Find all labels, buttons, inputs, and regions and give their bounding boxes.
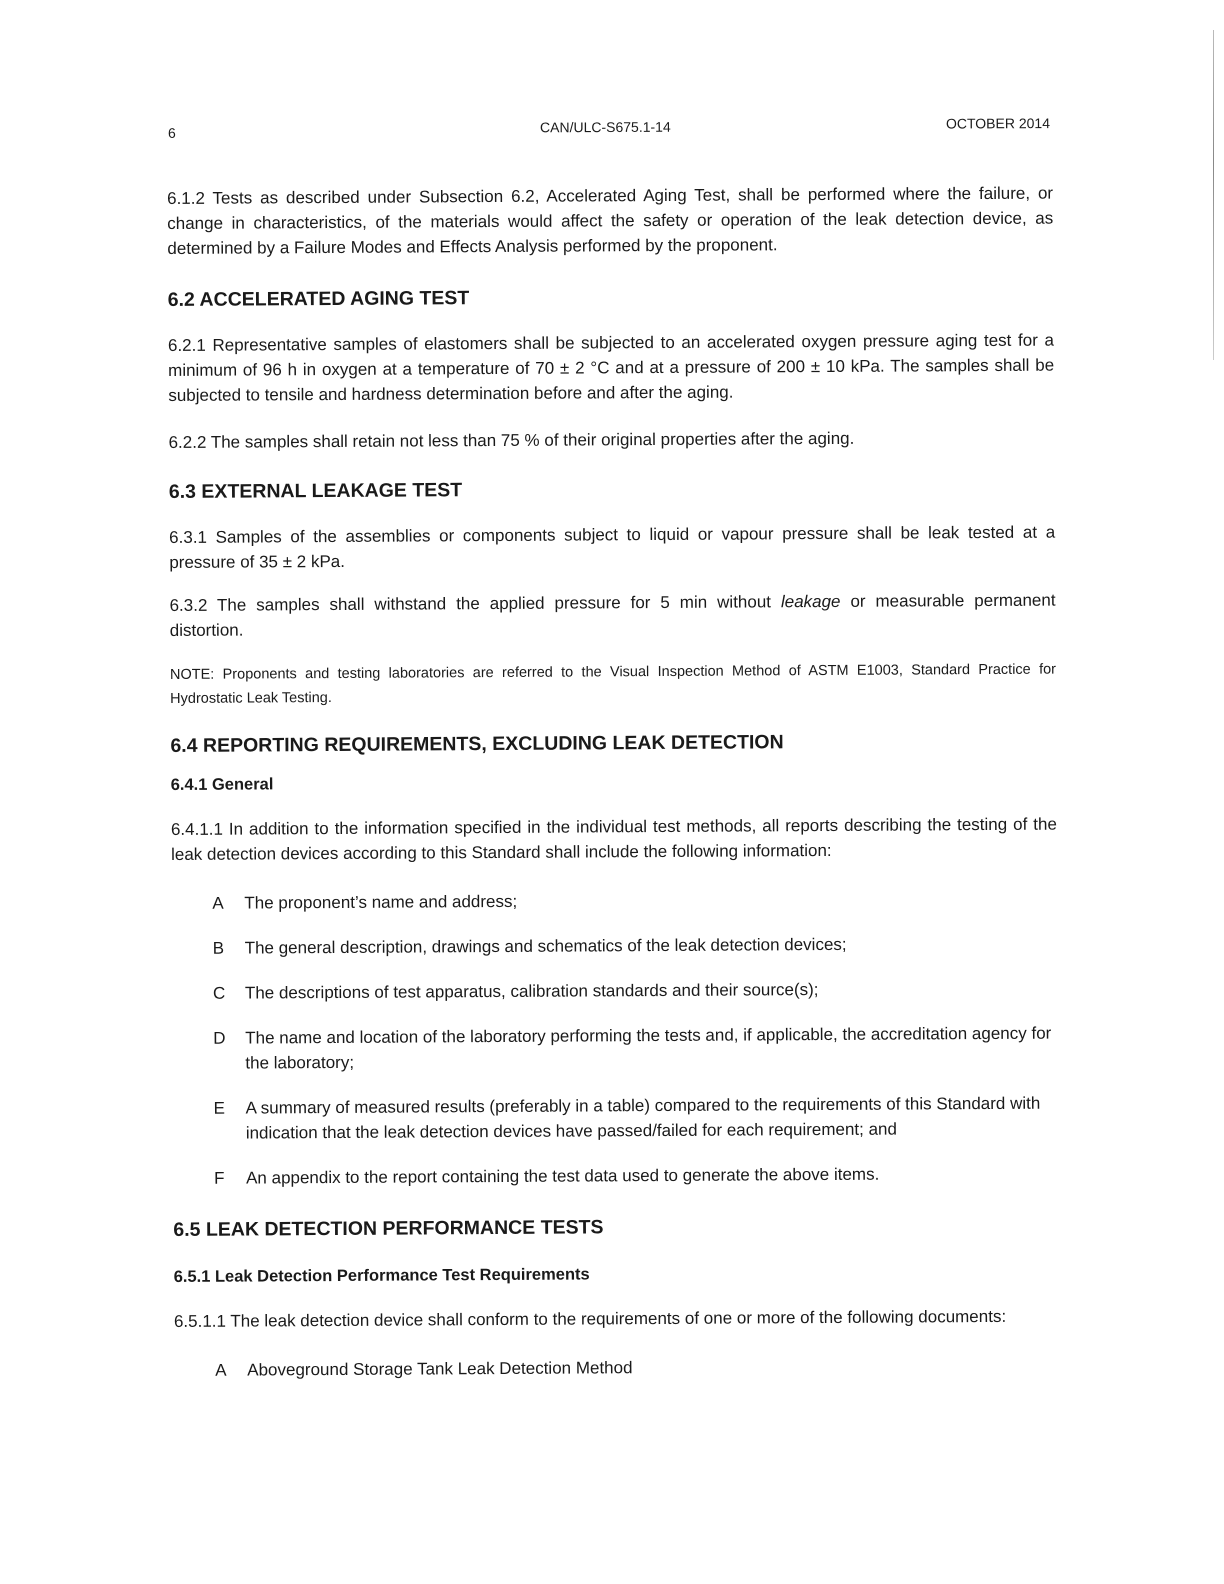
page-body (167, 181, 1060, 1383)
list-item (171, 886, 1057, 916)
list-item-text: A summary of measured results (preferably in a table) compared to the requirements of this Standard with indication that the leak detection devices have passed/failed for each requirement; and (245, 1093, 1041, 1143)
paragraph-6-1-2: 6.1.2 Tests as described under Subsection 6.2, Accelerated Aging Test, shall be performed where the failure, or change in characteristics, of the materials would affect the safety or operation of the leak detection device, as determined by a Failure Modes and Effects Analysis performed by the proponent. (167, 183, 1054, 258)
list-item-letter: B (212, 938, 225, 958)
report-requirements-list (171, 886, 1059, 1191)
scan-edge-artifact (1213, 30, 1214, 360)
list-item-text: An appendix to the report containing the test data used to generate the above items. (246, 1164, 880, 1188)
heading-6-4: 6.4 REPORTING REQUIREMENTS, EXCLUDING LEAK DETECTION (170, 731, 784, 757)
paragraph-6-4-1-1: 6.4.1.1 In addition to the information specified in the individual test methods, all reports describing the testing of the leak detection devices according to this Standard shall include the following information: (170, 814, 1057, 864)
document-code: CAN/ULC-S675.1-14 (539, 118, 671, 136)
paragraph-6-3-2 (169, 588, 1055, 643)
paragraph-6-3-1: 6.3.1 Samples of the assemblies or components subject to liquid or vapour pressure shall be leak tested at a pressure of 35 ± 2 kPa. (169, 522, 1056, 572)
list-item-letter: E (213, 1098, 226, 1118)
paragraph-6-3-2-text-b: or measurable permanent distortion. (169, 590, 1056, 640)
list-item (173, 1161, 1059, 1191)
list-item-letter: C (212, 983, 226, 1003)
paragraph-6-3-2-text-a: 6.3.2 The samples shall withstand the applied pressure for 5 min without (169, 592, 781, 615)
list-item (172, 976, 1058, 1006)
paragraph-6-2-2: 6.2.2 The samples shall retain not less than 75 % of their original properties after the aging. (168, 428, 855, 452)
defined-term-leakage: leakage (780, 591, 841, 612)
list-item-letter: A (215, 1360, 227, 1380)
list-item-text: The name and location of the laboratory performing the tests and, if applicable, the accreditation agency for the laboratory; (245, 1023, 1052, 1073)
heading-6-2: 6.2 ACCELERATED AGING TEST (167, 287, 470, 311)
note-astm-e1003: NOTE: Proponents and testing laboratories are referred to the Visual Inspection Method of ASTM E1003, Standard Practice for Hydrostatic Leak Testing. (169, 661, 1057, 707)
paragraph-6-2-1: 6.2.1 Representative samples of elastomers shall be subjected to an accelerated oxygen pressure aging test for a minimum of 96 h in oxygen at a temperature of 70 ± 2 °C and at a pressure of 200 ± 10 kPa. The samples shall be subjected to tensile and hardness determination before and after the aging. (167, 330, 1055, 405)
list-item-letter: D (213, 1028, 226, 1048)
document-date: OCTOBER 2014 (945, 115, 1051, 132)
heading-6-3: 6.3 EXTERNAL LEAKAGE TEST (168, 479, 463, 503)
paragraph-6-5-1-1: 6.5.1.1 The leak detection device shall conform to the requirements of one or more of the following documents: (173, 1306, 1007, 1331)
list-item-text: The general description, drawings and schematics of the leak detection devices; (244, 934, 847, 958)
page-header (165, 115, 1050, 143)
list-item (174, 1353, 1060, 1383)
list-item-text: The proponent’s name and address; (244, 891, 518, 913)
heading-6-5-1: 6.5.1 Leak Detection Performance Test Requirements (173, 1265, 590, 1286)
list-item-letter: A (212, 893, 224, 913)
list-item-text: The descriptions of test apparatus, calibration standards and their source(s); (244, 980, 819, 1003)
heading-6-5: 6.5 LEAK DETECTION PERFORMANCE TESTS (173, 1216, 604, 1241)
list-item-text: Aboveground Storage Tank Leak Detection Method (247, 1358, 633, 1380)
page-number: 6 (167, 124, 176, 141)
documents-list (174, 1353, 1060, 1383)
list-item (172, 931, 1058, 961)
heading-6-4-1: 6.4.1 General (170, 775, 274, 794)
list-item (173, 1091, 1059, 1146)
list-item (172, 1021, 1058, 1076)
list-item-letter: F (214, 1168, 225, 1188)
